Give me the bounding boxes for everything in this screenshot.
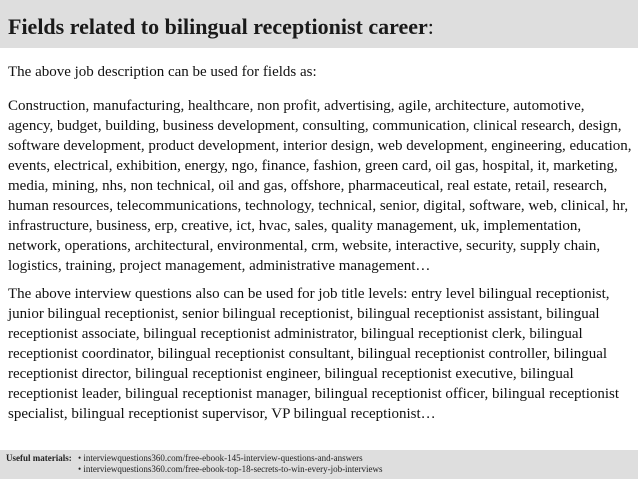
- job-levels-paragraph: The above interview questions also can be used for job title levels: entry level bilingual receptionist, junior bilingual receptionist, senior bilingual receptionist, bilingual receptionist assistant, bilingual receptionist associate, bilingual receptionist administrator, bilingual receptionist clerk, bilingual receptionist coordinator, bilingual receptionist consultant, bilingual receptionist controller, bilingual receptionist director, bilingual receptionist engineer, bilingual receptionist executive, bilingual receptionist leader, bilingual receptionist manager, bilingual receptionist officer, bilingual receptionist specialist, bilingual receptionist supervisor, VP bilingual receptionist…: [8, 286, 620, 422]
- page-title: [8, 14, 638, 40]
- footer-label: Useful materials:: [6, 453, 72, 463]
- footer-row-2: [6, 464, 638, 475]
- intro-text: The above job description can be used for fields as:: [8, 64, 317, 80]
- footer-link-ebook-145[interactable]: • interviewquestions360.com/free-ebook-145-interview-questions-and-answers: [78, 453, 363, 463]
- slide-content: [8, 62, 632, 432]
- footer-row-1: [6, 453, 638, 464]
- page-title-text: Fields related to bilingual receptionist career: [8, 14, 428, 39]
- footer-link-ebook-top-18[interactable]: • interviewquestions360.com/free-ebook-top-18-secrets-to-win-every-job-interviews: [78, 464, 383, 474]
- fields-paragraph: Construction, manufacturing, healthcare, non profit, advertising, agile, architecture, automotive, agency, budget, building, business development, consulting, communication, clinical research, design, software development, product development, interior design, web development, engineering, education, events, electrical, exhibition, energy, ngo, finance, fashion, green card, oil gas, hospital, it, marketing, media, mining, nhs, non technical, oil and gas, offshore, pharmaceutical, real estate, retail, research, human resources, telecommunications, technology, technical, senior, digital, software, web, clinical, hr, infrastructure, business, erp, creative, ict, hvac, sales, quality management, uk, implementation, network, operations, architectural, environmental, crm, website, interactive, security, supply chain, logistics, training, project management, administrative management…: [8, 98, 632, 274]
- slide-footer: [0, 450, 638, 479]
- page-title-colon: :: [427, 14, 434, 39]
- slide-header: [0, 0, 638, 48]
